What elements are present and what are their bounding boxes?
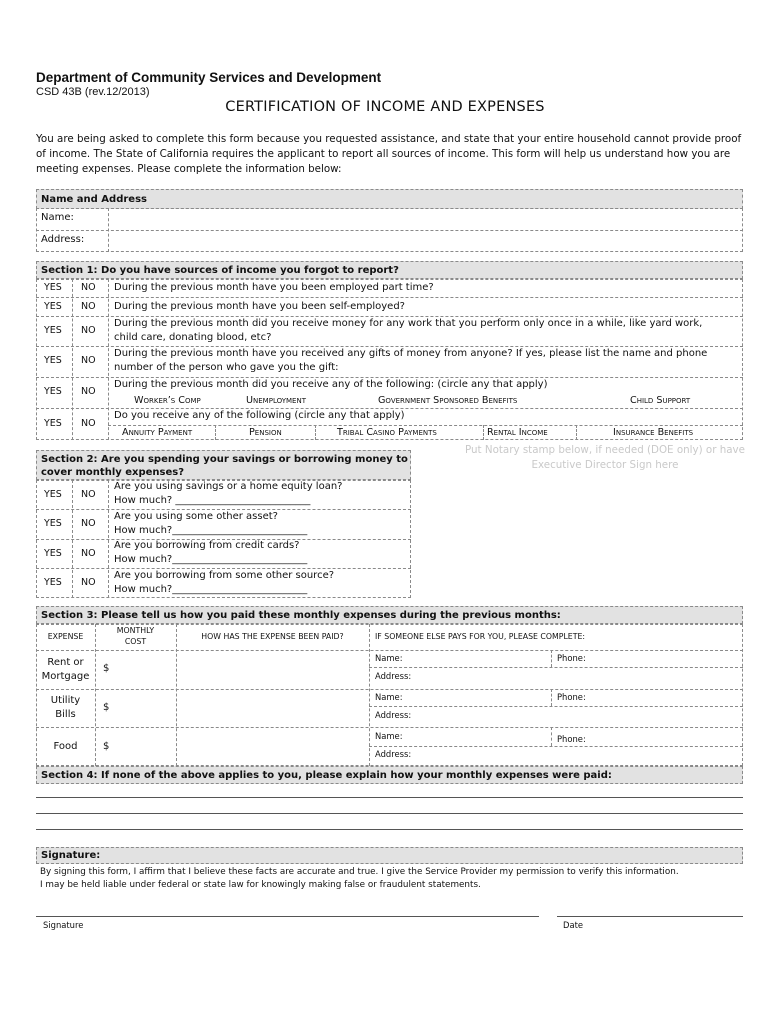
section1-heading: Section 1: Do you have sources of income you forgot to report?: [36, 261, 743, 279]
s1-question-odd-jobs-cont: child care, donating blood, etc?: [114, 332, 272, 343]
expense-food: Food: [53, 741, 78, 752]
option-pension[interactable]: Pension: [249, 427, 282, 438]
s1-question-benefits: During the previous month did you receive any of the following: (circle any that apply): [114, 379, 548, 390]
payer-address-label: Address:: [375, 749, 412, 759]
payer-name-label: Name:: [375, 731, 403, 741]
no-option[interactable]: NO: [81, 301, 96, 312]
signature-line[interactable]: [36, 916, 539, 917]
section2-heading: [36, 450, 411, 480]
explain-line-1[interactable]: [36, 797, 743, 798]
yes-option[interactable]: YES: [44, 548, 62, 559]
yes-option[interactable]: YES: [44, 418, 62, 429]
s2-question-other-asset: Are you using some other asset?: [114, 511, 278, 522]
no-option[interactable]: NO: [81, 355, 96, 366]
s2-how-much-other[interactable]: How much?___________________________: [114, 584, 308, 595]
expense-rent: Rent or Mortgage: [41, 657, 90, 682]
s1-question-gifts: During the previous month have you received any gifts of money from anyone? If yes, please list the name and phone: [114, 348, 708, 359]
yes-option[interactable]: YES: [44, 518, 62, 529]
s2-question-savings: Are you using savings or a home equity loan?: [114, 481, 343, 492]
dollar-sign: $: [103, 702, 110, 713]
name-address-heading: Name and Address: [36, 189, 743, 209]
agency-name: Department of Community Services and Development: [36, 70, 382, 85]
s2-how-much-credit[interactable]: How much?___________________________: [114, 554, 308, 565]
yes-option[interactable]: YES: [44, 282, 62, 293]
address-label: Address:: [41, 234, 85, 245]
date-label: Date: [563, 920, 584, 930]
signature-label: Signature: [43, 920, 84, 930]
payer-phone-label: Phone:: [557, 734, 586, 744]
explain-line-2[interactable]: [36, 813, 743, 814]
option-annuity[interactable]: Annuity Payment: [122, 427, 193, 438]
no-option[interactable]: NO: [81, 489, 96, 500]
intro-text: You are being asked to complete this form because you requested assistance, and state that your entire household cannot provide proof of income. The State of California requires the applicant to report all sources of income. This form will help us understand how you are meeting expenses. Please complete the information below:: [36, 133, 742, 175]
name-label: Name:: [41, 212, 74, 223]
option-insurance[interactable]: Insurance Benefits: [613, 427, 694, 438]
s1-question-gifts-cont: number of the person who gave you the gift:: [114, 362, 339, 373]
dollar-sign: $: [103, 663, 110, 674]
s2-how-much-asset[interactable]: How much?___________________________: [114, 525, 308, 536]
yes-option[interactable]: YES: [44, 325, 62, 336]
address-field[interactable]: [110, 231, 742, 251]
section3-heading: Section 3: Please tell us how you paid these monthly expenses during the previous months:: [36, 606, 743, 624]
col-someone-else: IF SOMEONE ELSE PAYS FOR YOU, PLEASE COMPLETE:: [375, 632, 586, 641]
no-option[interactable]: NO: [81, 418, 96, 429]
no-option[interactable]: NO: [81, 386, 96, 397]
yes-option[interactable]: YES: [44, 355, 62, 366]
yes-option[interactable]: YES: [44, 386, 62, 397]
s2-question-other-source: Are you borrowing from some other source?: [114, 570, 335, 581]
form-number: CSD 43B (rev.12/2013): [36, 86, 150, 98]
date-line[interactable]: [557, 916, 743, 917]
name-field[interactable]: [110, 209, 742, 229]
s1-question-self-employed: During the previous month have you been self-employed?: [114, 301, 405, 312]
payer-address-label: Address:: [375, 671, 412, 681]
no-option[interactable]: NO: [81, 325, 96, 336]
s1-question-other-income: Do you receive any of the following (circle any that apply): [114, 410, 405, 421]
no-option[interactable]: NO: [81, 577, 96, 588]
col-cost: COST: [124, 637, 147, 646]
notary-instructions: Put Notary stamp below, if needed (DOE only) or have Executive Director Sign here: [465, 444, 745, 471]
dollar-sign: $: [103, 741, 110, 752]
payer-name-label: Name:: [375, 692, 403, 702]
option-rental-income[interactable]: Rental Income: [487, 427, 548, 438]
option-unemployment[interactable]: Unemployment: [246, 395, 306, 406]
no-option[interactable]: NO: [81, 282, 96, 293]
no-option[interactable]: NO: [81, 518, 96, 529]
col-how-paid: HOW HAS THE EXPENSE BEEN PAID?: [201, 632, 344, 641]
payer-name-label: Name:: [375, 653, 403, 663]
payer-phone-label: Phone:: [557, 653, 586, 663]
s1-question-odd-jobs: During the previous month did you receive money for any work that you perform only once in a while, like yard work,: [114, 318, 703, 329]
expense-utility: Utility Bills: [50, 695, 81, 720]
yes-option[interactable]: YES: [44, 577, 62, 588]
option-government-benefits[interactable]: Government Sponsored Benefits: [378, 395, 518, 406]
option-workers-comp[interactable]: Worker’s Comp: [134, 395, 201, 406]
col-expense: EXPENSE: [47, 632, 84, 641]
s2-question-credit-cards: Are you borrowing from credit cards?: [114, 540, 300, 551]
explain-line-3[interactable]: [36, 829, 743, 830]
section2-heading-line1: Section 2: Are you spending your savings or borrowing money to: [41, 454, 408, 465]
option-tribal-casino[interactable]: Tribal Casino Payments: [337, 427, 437, 438]
yes-option[interactable]: YES: [44, 301, 62, 312]
payer-address-label: Address:: [375, 710, 412, 720]
s2-how-much-savings[interactable]: How much? ___________________________: [114, 495, 311, 506]
section2-heading-line2: cover monthly expenses?: [41, 467, 185, 478]
option-child-support[interactable]: Child Support: [630, 395, 691, 406]
form-title: CERTIFICATION OF INCOME AND EXPENSES: [225, 99, 545, 115]
yes-option[interactable]: YES: [44, 489, 62, 500]
col-monthly: MONTHLY: [116, 626, 155, 635]
signature-affirmation: By signing this form, I affirm that I believe these facts are accurate and true. I give the Service Provider my permission to verify this information. I may be held liable under federal or state law for knowingly making false or fraudulent statements.: [40, 867, 679, 890]
signature-heading: Signature:: [36, 847, 743, 864]
payer-phone-label: Phone:: [557, 692, 586, 702]
section4-heading: Section 4: If none of the above applies to you, please explain how your monthly expenses were paid:: [36, 766, 743, 784]
s1-question-employed: During the previous month have you been employed part time?: [114, 282, 434, 293]
no-option[interactable]: NO: [81, 548, 96, 559]
